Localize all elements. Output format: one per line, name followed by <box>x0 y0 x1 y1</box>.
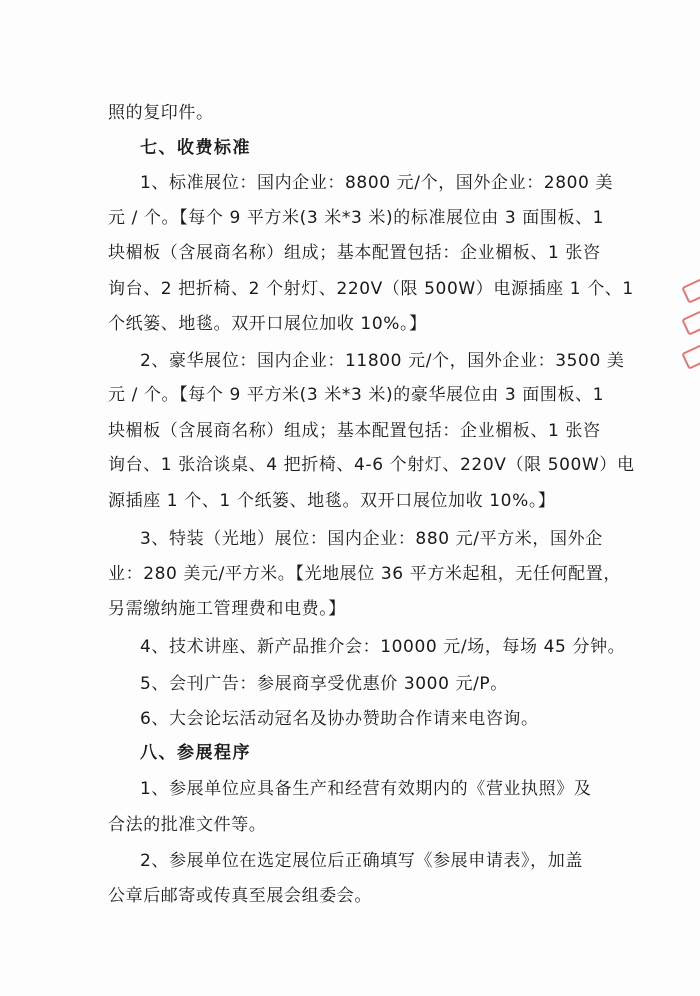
section-heading-procedure: 八、参展程序 <box>140 743 251 763</box>
text-line: 元 / 个。【每个 9 平方米(3 米*3 米)的标准展位由 3 面围板、1 <box>108 208 605 228</box>
text-line: 4、技术讲座、新产品推介会：10000 元/场，每场 45 分钟。 <box>140 637 626 657</box>
text-line: 2、参展单位在选定展位后正确填写《参展申请表》，加盖 <box>140 851 583 871</box>
text-line: 2、豪华展位：国内企业：11800 元/个，国外企业：3500 美 <box>140 351 625 371</box>
text-line: 1、标准展位：国内企业：8800 元/个，国外企业：2800 美 <box>140 173 614 193</box>
text-line: 元 / 个。【每个 9 平方米(3 米*3 米)的豪华展位由 3 面围板、1 <box>108 385 605 405</box>
text-line: 3、特装（光地）展位：国内企业：880 元/平方米，国外企 <box>140 529 603 549</box>
text-line: 块楣板（含展商名称）组成；基本配置包括：企业楣板、1 张咨 <box>108 243 601 263</box>
text-line: 个纸篓、地毯。双开口展位加收 10%。】 <box>108 314 427 334</box>
text-line: 另需缴纳施工管理费和电费。】 <box>108 599 346 619</box>
text-line: 5、会刊广告：参展商享受优惠价 3000 元/P。 <box>140 674 508 694</box>
section-heading-fees: 七、收费标准 <box>140 138 251 158</box>
text-line: 1、参展单位应具备生产和经营有效期内的《营业执照》及 <box>140 779 592 799</box>
seal-stamp-fragment <box>680 268 700 378</box>
text-line: 6、大会论坛活动冠名及协办赞助合作请来电咨询。 <box>140 709 539 729</box>
text-line: 块楣板（含展商名称）组成；基本配置包括：企业楣板、1 张咨 <box>108 421 601 441</box>
text-line: 公章后邮寄或传真至展会组委会。 <box>108 886 372 906</box>
text-line: 合法的批准文件等。 <box>108 815 267 835</box>
text-line: 业：280 美元/平方米。【光地展位 36 平方米起租，无任何配置， <box>108 564 621 584</box>
text-line: 询台、2 把折椅、2 个射灯、220V（限 500W）电源插座 1 个、1 <box>108 279 634 299</box>
text-line: 询台、1 张洽谈桌、4 把折椅、4-6 个射灯、220V（限 500W）电 <box>108 455 635 475</box>
text-line: 源插座 1 个、1 个纸篓、地毯。双开口展位加收 10%。】 <box>108 491 556 511</box>
text-line: 照的复印件。 <box>108 103 214 123</box>
